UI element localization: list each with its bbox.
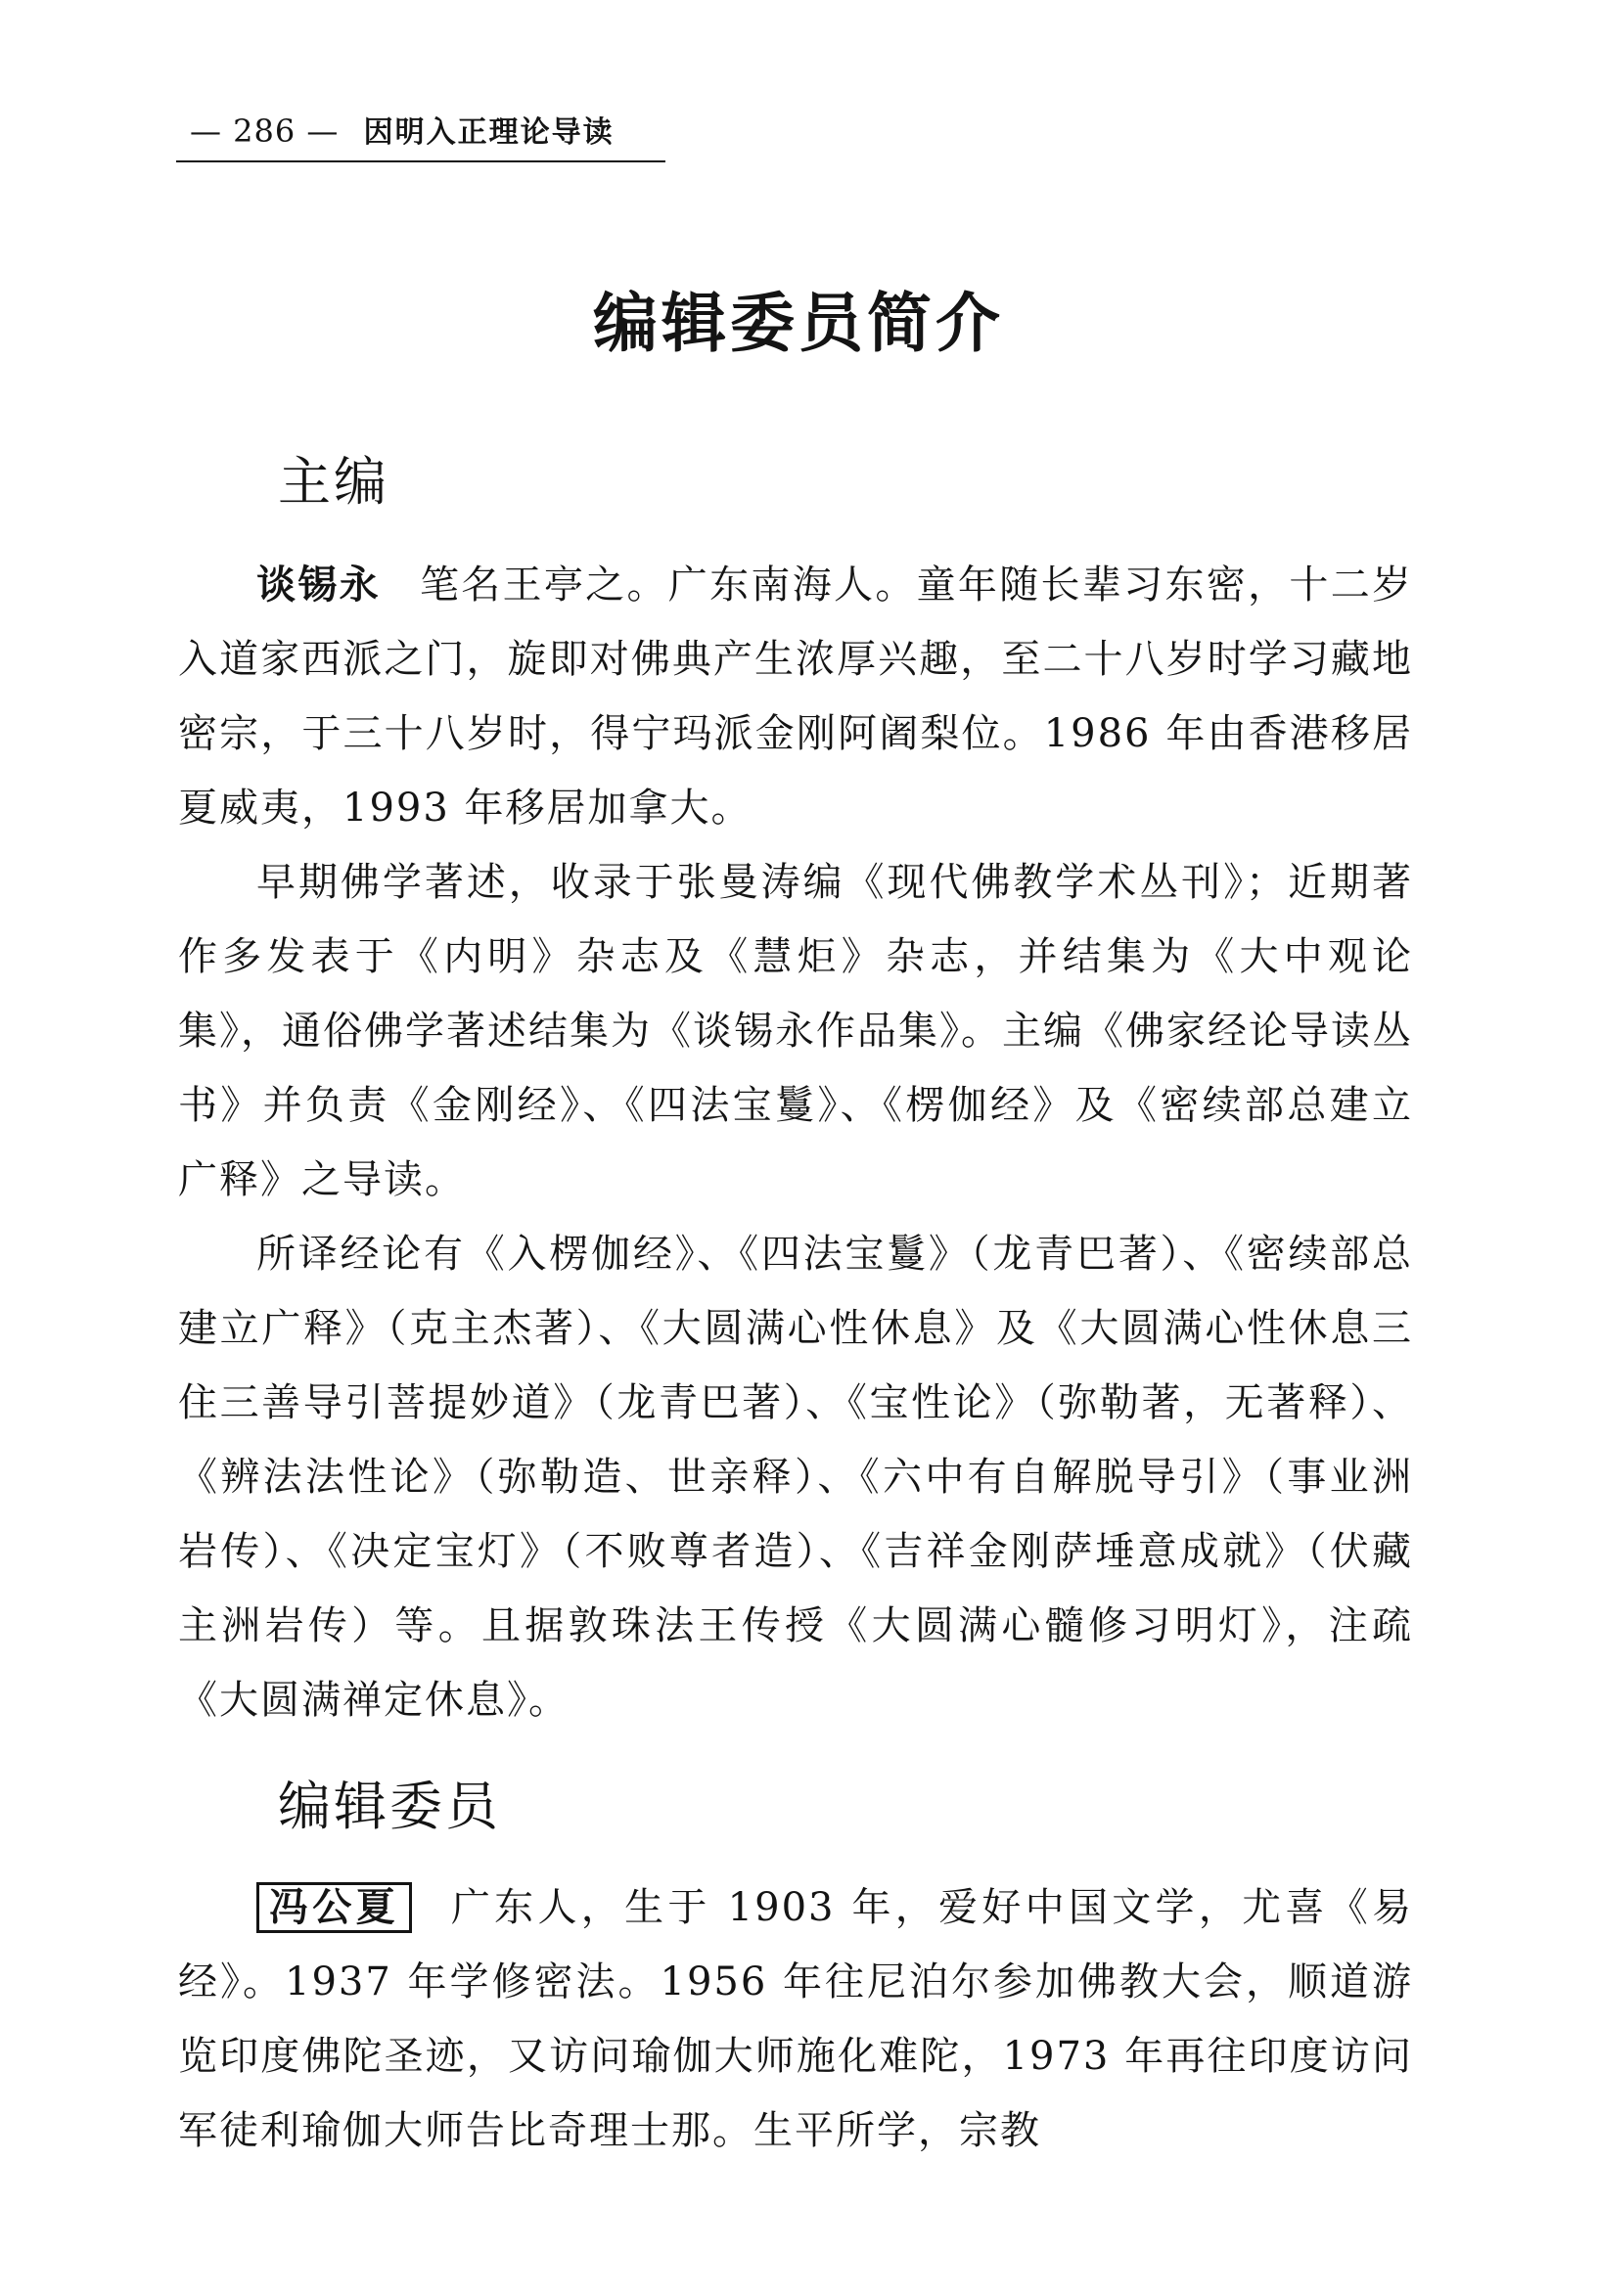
- page-title: 编辑委员简介: [593, 286, 1004, 361]
- bio-paragraph-text: 广东人，生于 1903 年，爱好中国文学，尤喜《易经》。1937 年学修密法。1956 年往尼泊尔参加佛教大会，顺道游览印度佛陀圣迹，又访问瑜伽大师施化难陀，1973 年再往印度访问军徒利瑜伽大师告比奇理士那。生平所学，宗教: [178, 1885, 1413, 2153]
- book-title: 因明入正理论导读: [363, 115, 615, 150]
- bio-paragraph: 所译经论有《入楞伽经》、《四法宝鬘》（龙青巴著）、《密续部总建立广释》（克主杰著）、《大圆满心性休息》及《大圆满心性休息三住三善导引菩提妙道》（龙青巴著）、《宝性论》（弥勒著，无著释）、《辨法法性论》（弥勒造、世亲释）、《六中有自解脱导引》（事业洲岩传）、《决定宝灯》（不败尊者造）、《吉祥金刚萨埵意成就》（伏藏主洲岩传）等。且据敦珠法王传授《大圆满心髓修习明灯》，注疏《大圆满禅定休息》。: [178, 1232, 1413, 1723]
- page-number: — 286 —: [190, 113, 340, 150]
- section-heading-chief-editor: 主编: [278, 451, 389, 513]
- editor-name-boxed: 冯公夏: [256, 1882, 412, 1933]
- editor-bio: [178, 1870, 1413, 2168]
- running-header: [176, 110, 665, 162]
- chief-editor-name: 谈锡永: [256, 563, 381, 608]
- chief-editor-bio: [178, 548, 1413, 1737]
- bio-paragraph: [178, 1870, 1413, 2168]
- bio-paragraph-text: 笔名王亭之。广东南海人。童年随长辈习东密，十二岁入道家西派之门，旋即对佛典产生浓厚兴趣，至二十八岁时学习藏地密宗，于三十八岁时，得宁玛派金刚阿阇梨位。1986 年由香港移居夏威夷，1993 年移居加拿大。: [178, 563, 1414, 831]
- bio-paragraph: [178, 548, 1413, 845]
- bio-paragraph: 早期佛学著述，收录于张曼涛编《现代佛教学术丛刊》；近期著作多发表于《内明》杂志及《慧炬》杂志，并结集为《大中观论集》，通俗佛学著述结集为《谈锡永作品集》。主编《佛家经论导读丛书》并负责《金刚经》、《四法宝鬘》、《楞伽经》及《密续部总建立广释》之导读。: [178, 860, 1413, 1202]
- section-heading-editors: 编辑委员: [278, 1776, 501, 1837]
